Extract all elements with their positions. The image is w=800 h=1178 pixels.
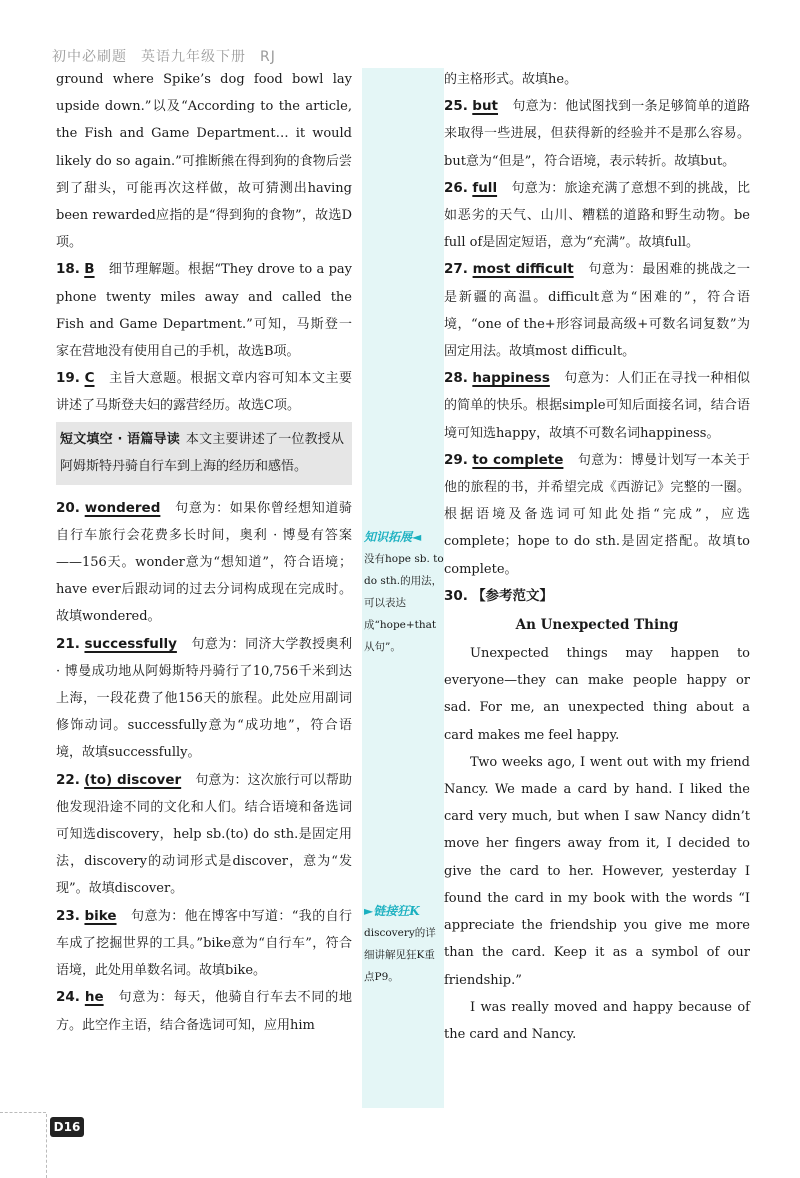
corner-guide-line xyxy=(46,1114,47,1178)
item-explanation: 句意为：人们正在寻找一种相似的简单的快乐。根据simple可知后面接名词，结合语境可知选happy，故填不可数名词happiness。 xyxy=(444,371,750,441)
passage-guide-box xyxy=(56,422,352,485)
item-explanation: 句意为：旅途充满了意想不到的挑战，比如恶劣的天气、山川、糟糕的道路和野生动物。be full of是固定短语，意为“充满”。故填full。 xyxy=(444,180,750,251)
item-answer: happiness xyxy=(472,370,550,387)
item-number: 23. xyxy=(56,907,80,924)
note-tag: 知识拓展◄ xyxy=(364,530,422,544)
right-column xyxy=(444,66,750,1048)
corner-guide-line xyxy=(0,1112,46,1113)
essay-paragraph: Two weeks ago, I went out with my friend Nancy. We made a card by hand. I liked the card very much, but when I saw Nancy didn’t move her fingers away from it, I decided to give the card to her. However, yesterday I found the card in my book with the words “I appreciate the friendship you give me more than the card. Keep it as a symbol of our friendship.” xyxy=(444,754,750,988)
item-number: 24. xyxy=(56,989,80,1006)
essay-heading xyxy=(444,583,750,610)
answer-item-25 xyxy=(444,93,750,175)
answer-item-18 xyxy=(56,256,352,365)
link-reference-note xyxy=(364,900,444,988)
item-number: 25. xyxy=(444,98,468,115)
answer-item-28 xyxy=(444,365,750,447)
item-answer: most difficult xyxy=(472,261,574,278)
continued-explanation: ground where Spike’s dog food bowl lay upside down.”以及“According to the article, the Fish and Game Department… it would likely do so again.”可推断熊在得到狗的食物后尝到了甜头，可能再次这样做，故可猜测出having been rewarded应指的是“得到狗的食物”，故选D项。 xyxy=(56,72,352,251)
item-explanation: 句意为：他试图找到一条足够简单的道路来取得一些进展，但获得新的经验并不是那么容易。but意为“但是”，符合语境，表示转折。故填but。 xyxy=(444,99,750,169)
answer-item-22 xyxy=(56,767,352,903)
item-explanation: 句意为：这次旅行可以帮助他发现沿途不同的文化和人们。结合语境和备选词可知选discovery，help sb.(to) do sth.是固定用法，discovery的动词形式是discover，意为“发现”。故填discover。 xyxy=(56,772,352,897)
item-answer: B xyxy=(84,261,95,278)
book-name: 初中必刷题 xyxy=(52,49,127,65)
item-explanation: 句意为：最困难的挑战之一是新疆的高温。difficult意为“困难的”，符合语境，“one of the+形容词最高级+可数名词复数”为固定用法。故填most difficult。 xyxy=(444,262,750,360)
essay-paragraph: Unexpected things may happen to everyone—they can make people happy or sad. For me, an unexpected thing about a card makes me feel happy. xyxy=(444,646,750,743)
answer-item-23 xyxy=(56,903,352,985)
edition-label: RJ xyxy=(260,49,276,65)
answer-item-20 xyxy=(56,495,352,631)
item-number: 19. xyxy=(56,370,80,387)
item-number: 30. xyxy=(444,587,468,604)
guide-text: 本文主要讲述了一位教授从阿姆斯特丹骑自行车到上海的经历和感悟。 xyxy=(60,431,344,474)
item-number: 22. xyxy=(56,771,80,788)
item-answer: bike xyxy=(84,907,117,924)
item-answer: full xyxy=(472,179,498,196)
subject-name: 英语九年级下册 xyxy=(141,49,246,65)
answer-item-21 xyxy=(56,631,352,767)
item-number: 26. xyxy=(444,179,468,196)
item-number: 29. xyxy=(444,451,468,468)
guide-title: 短文填空 · 语篇导读 xyxy=(60,431,180,447)
page-number-badge: D16 xyxy=(50,1117,84,1137)
item-answer: (to) discover xyxy=(84,771,182,788)
item-explanation: 细节理解题。根据“They drove to a pay phone twenty miles away and called the Fish and Game Department.”可知，马斯登一家在营地没有使用自己的手机，故选B项。 xyxy=(56,262,352,360)
item-answer: C xyxy=(84,370,95,387)
item-explanation: 句意为：博曼计划写一本关于他的旅程的书，并希望完成《西游记》完整的一圈。根据语境及备选词可知此处指“完成”，应选complete；hope to do sth.是固定搭配。故填to complete。 xyxy=(444,452,750,577)
item-explanation: 句意为：同济大学教授奥利 · 博曼成功地从阿姆斯特丹骑行了10,756千米到达上海，一段花费了他156天的旅程。此处应用副词修饰动词。successfully意为“成功地”，符合语境，故填successfully。 xyxy=(56,636,352,761)
item-answer: to complete xyxy=(472,451,564,468)
item-explanation: 句意为：他在博客中写道：“我的自行车成了挖掘世界的工具。”bike意为“自行车”，符合语境，此处用单数名词。故填bike。 xyxy=(56,908,352,979)
answer-item-29 xyxy=(444,447,750,583)
item-number: 20. xyxy=(56,499,80,516)
item-answer: he xyxy=(84,989,104,1006)
item-number: 21. xyxy=(56,635,80,652)
continued-explanation: 的主格形式。故填he。 xyxy=(444,72,578,87)
knowledge-extension-note xyxy=(364,526,444,658)
answer-item-26 xyxy=(444,175,750,257)
item-explanation: 主旨大意题。根据文章内容可知本文主要讲述了马斯登夫妇的露营经历。故选C项。 xyxy=(56,371,352,414)
essay-title: An Unexpected Thing xyxy=(515,617,679,634)
item-answer: wondered xyxy=(84,499,161,516)
note-text: 没有hope sb. to do sth.的用法，可以表达成“hope+that从句”。 xyxy=(364,553,444,653)
answer-item-24 xyxy=(56,984,352,1038)
answer-item-19 xyxy=(56,365,352,419)
item-answer: but xyxy=(472,98,499,115)
note-text: discovery的详细讲解见狂K重点P9。 xyxy=(364,927,436,983)
item-explanation: 句意为：每天，他骑自行车去不同的地方。此空作主语，结合备选词可知，应用him xyxy=(56,990,352,1033)
answer-item-27 xyxy=(444,256,750,365)
running-header xyxy=(52,46,290,66)
note-tag: ►链接狂K xyxy=(364,904,420,918)
item-answer: successfully xyxy=(84,635,177,652)
essay-label: 【参考范文】 xyxy=(472,587,554,604)
item-number: 27. xyxy=(444,261,468,278)
essay-paragraph: I was really moved and happy because of the card and Nancy. xyxy=(444,999,750,1042)
item-explanation: 句意为：如果你曾经想知道骑自行车旅行会花费多长时间，奥利 · 博曼有答案——156天。wonder意为“想知道”，符合语境；have ever后跟动词的过去分词构成现在完成时。故填wondered。 xyxy=(56,500,352,625)
left-column xyxy=(56,66,352,1039)
item-number: 28. xyxy=(444,370,468,387)
item-number: 18. xyxy=(56,261,80,278)
